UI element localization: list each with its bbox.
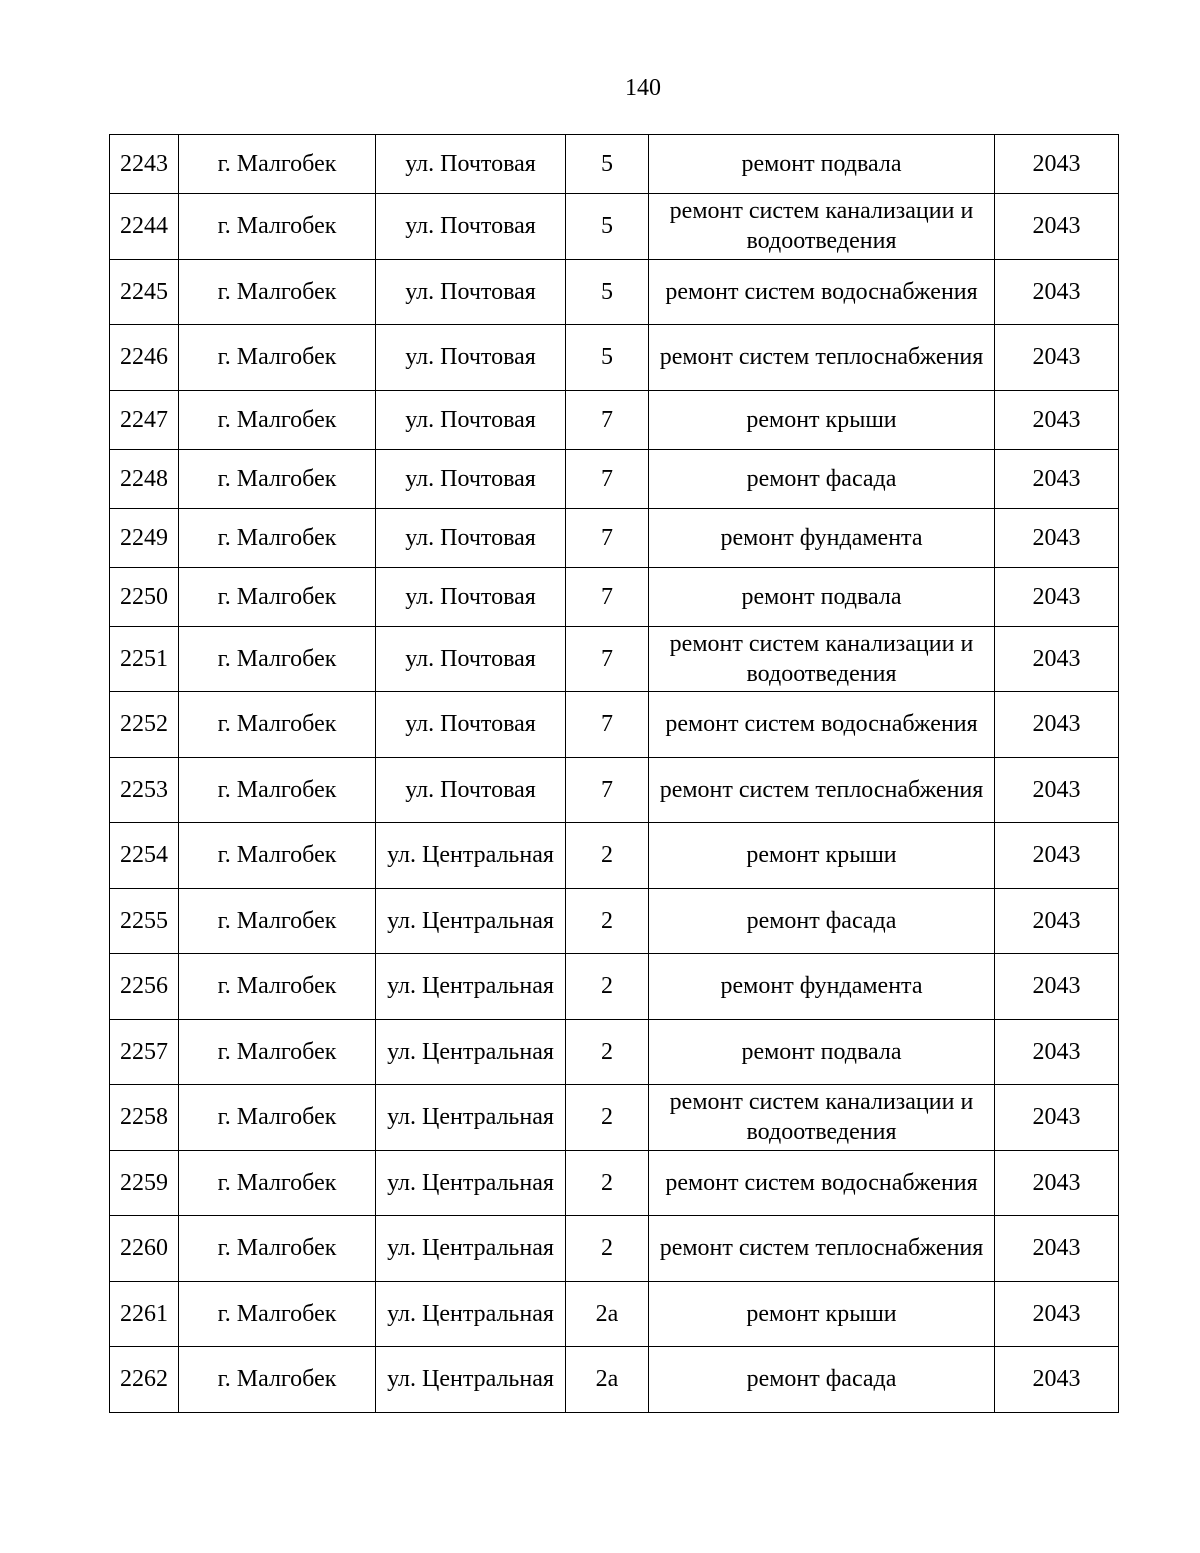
city-cell: г. Малгобек bbox=[179, 390, 376, 449]
street-cell: ул. Почтовая bbox=[376, 325, 566, 391]
year-cell: 2043 bbox=[995, 259, 1119, 325]
city-cell: г. Малгобек bbox=[179, 508, 376, 567]
city-cell: г. Малгобек bbox=[179, 449, 376, 508]
work-type-cell: ремонт систем канализации и водоотведения bbox=[649, 194, 995, 260]
house-number-cell: 2 bbox=[566, 1019, 649, 1085]
table-body bbox=[110, 135, 1119, 1413]
table-row bbox=[110, 567, 1119, 626]
year-cell: 2043 bbox=[995, 1019, 1119, 1085]
street-cell: ул. Центральная bbox=[376, 1216, 566, 1282]
city-cell: г. Малгобек bbox=[179, 194, 376, 260]
house-number-cell: 2 bbox=[566, 954, 649, 1020]
row-number-cell: 2255 bbox=[110, 888, 179, 954]
page-number: 140 bbox=[625, 75, 661, 101]
house-number-cell: 2 bbox=[566, 888, 649, 954]
house-number-cell: 2а bbox=[566, 1281, 649, 1347]
row-number-cell: 2252 bbox=[110, 692, 179, 758]
table-row bbox=[110, 626, 1119, 692]
row-number-cell: 2243 bbox=[110, 135, 179, 194]
house-number-cell: 2 bbox=[566, 1150, 649, 1216]
year-cell: 2043 bbox=[995, 1150, 1119, 1216]
table-row bbox=[110, 1019, 1119, 1085]
year-cell: 2043 bbox=[995, 1216, 1119, 1282]
work-type-cell: ремонт систем теплоснабжения bbox=[649, 325, 995, 391]
year-cell: 2043 bbox=[995, 449, 1119, 508]
table-row bbox=[110, 325, 1119, 391]
work-type-cell: ремонт фундамента bbox=[649, 508, 995, 567]
street-cell: ул. Почтовая bbox=[376, 390, 566, 449]
work-type-cell: ремонт крыши bbox=[649, 1281, 995, 1347]
street-cell: ул. Почтовая bbox=[376, 449, 566, 508]
city-cell: г. Малгобек bbox=[179, 1281, 376, 1347]
city-cell: г. Малгобек bbox=[179, 954, 376, 1020]
repair-schedule-table bbox=[109, 134, 1119, 1413]
table-row bbox=[110, 449, 1119, 508]
row-number-cell: 2259 bbox=[110, 1150, 179, 1216]
row-number-cell: 2253 bbox=[110, 757, 179, 823]
work-type-cell: ремонт систем канализации и водоотведения bbox=[649, 1085, 995, 1151]
row-number-cell: 2246 bbox=[110, 325, 179, 391]
year-cell: 2043 bbox=[995, 757, 1119, 823]
house-number-cell: 7 bbox=[566, 508, 649, 567]
house-number-cell: 2 bbox=[566, 823, 649, 889]
row-number-cell: 2244 bbox=[110, 194, 179, 260]
year-cell: 2043 bbox=[995, 325, 1119, 391]
table-row bbox=[110, 194, 1119, 260]
table-row bbox=[110, 259, 1119, 325]
work-type-cell: ремонт фундамента bbox=[649, 954, 995, 1020]
city-cell: г. Малгобек bbox=[179, 1085, 376, 1151]
city-cell: г. Малгобек bbox=[179, 1150, 376, 1216]
row-number-cell: 2251 bbox=[110, 626, 179, 692]
year-cell: 2043 bbox=[995, 1281, 1119, 1347]
table-row bbox=[110, 390, 1119, 449]
street-cell: ул. Центральная bbox=[376, 1281, 566, 1347]
table-row bbox=[110, 823, 1119, 889]
street-cell: ул. Центральная bbox=[376, 1347, 566, 1413]
street-cell: ул. Центральная bbox=[376, 823, 566, 889]
street-cell: ул. Почтовая bbox=[376, 508, 566, 567]
street-cell: ул. Почтовая bbox=[376, 757, 566, 823]
row-number-cell: 2262 bbox=[110, 1347, 179, 1413]
city-cell: г. Малгобек bbox=[179, 1019, 376, 1085]
street-cell: ул. Почтовая bbox=[376, 135, 566, 194]
table-row bbox=[110, 692, 1119, 758]
street-cell: ул. Центральная bbox=[376, 1150, 566, 1216]
year-cell: 2043 bbox=[995, 1347, 1119, 1413]
city-cell: г. Малгобек bbox=[179, 757, 376, 823]
city-cell: г. Малгобек bbox=[179, 325, 376, 391]
table-row bbox=[110, 135, 1119, 194]
house-number-cell: 7 bbox=[566, 567, 649, 626]
work-type-cell: ремонт фасада bbox=[649, 449, 995, 508]
street-cell: ул. Почтовая bbox=[376, 692, 566, 758]
city-cell: г. Малгобек bbox=[179, 692, 376, 758]
house-number-cell: 2 bbox=[566, 1216, 649, 1282]
work-type-cell: ремонт фасада bbox=[649, 888, 995, 954]
house-number-cell: 2 bbox=[566, 1085, 649, 1151]
row-number-cell: 2257 bbox=[110, 1019, 179, 1085]
table-row bbox=[110, 1150, 1119, 1216]
row-number-cell: 2258 bbox=[110, 1085, 179, 1151]
table-row bbox=[110, 1216, 1119, 1282]
city-cell: г. Малгобек bbox=[179, 567, 376, 626]
street-cell: ул. Почтовая bbox=[376, 626, 566, 692]
work-type-cell: ремонт систем водоснабжения bbox=[649, 259, 995, 325]
year-cell: 2043 bbox=[995, 692, 1119, 758]
table-row bbox=[110, 1347, 1119, 1413]
table-row bbox=[110, 888, 1119, 954]
street-cell: ул. Центральная bbox=[376, 1019, 566, 1085]
house-number-cell: 7 bbox=[566, 390, 649, 449]
row-number-cell: 2261 bbox=[110, 1281, 179, 1347]
row-number-cell: 2260 bbox=[110, 1216, 179, 1282]
street-cell: ул. Почтовая bbox=[376, 567, 566, 626]
house-number-cell: 5 bbox=[566, 325, 649, 391]
work-type-cell: ремонт систем теплоснабжения bbox=[649, 757, 995, 823]
house-number-cell: 7 bbox=[566, 626, 649, 692]
house-number-cell: 5 bbox=[566, 259, 649, 325]
year-cell: 2043 bbox=[995, 567, 1119, 626]
street-cell: ул. Почтовая bbox=[376, 259, 566, 325]
city-cell: г. Малгобек bbox=[179, 1347, 376, 1413]
house-number-cell: 5 bbox=[566, 135, 649, 194]
city-cell: г. Малгобек bbox=[179, 135, 376, 194]
work-type-cell: ремонт систем водоснабжения bbox=[649, 1150, 995, 1216]
work-type-cell: ремонт крыши bbox=[649, 390, 995, 449]
work-type-cell: ремонт систем теплоснабжения bbox=[649, 1216, 995, 1282]
year-cell: 2043 bbox=[995, 1085, 1119, 1151]
work-type-cell: ремонт фасада bbox=[649, 1347, 995, 1413]
city-cell: г. Малгобек bbox=[179, 1216, 376, 1282]
house-number-cell: 2а bbox=[566, 1347, 649, 1413]
house-number-cell: 7 bbox=[566, 757, 649, 823]
year-cell: 2043 bbox=[995, 888, 1119, 954]
row-number-cell: 2247 bbox=[110, 390, 179, 449]
table-row bbox=[110, 954, 1119, 1020]
row-number-cell: 2248 bbox=[110, 449, 179, 508]
row-number-cell: 2245 bbox=[110, 259, 179, 325]
work-type-cell: ремонт крыши bbox=[649, 823, 995, 889]
city-cell: г. Малгобек bbox=[179, 626, 376, 692]
year-cell: 2043 bbox=[995, 508, 1119, 567]
house-number-cell: 7 bbox=[566, 449, 649, 508]
street-cell: ул. Центральная bbox=[376, 954, 566, 1020]
work-type-cell: ремонт подвала bbox=[649, 135, 995, 194]
street-cell: ул. Центральная bbox=[376, 1085, 566, 1151]
row-number-cell: 2254 bbox=[110, 823, 179, 889]
year-cell: 2043 bbox=[995, 194, 1119, 260]
house-number-cell: 7 bbox=[566, 692, 649, 758]
table-row bbox=[110, 508, 1119, 567]
house-number-cell: 5 bbox=[566, 194, 649, 260]
row-number-cell: 2249 bbox=[110, 508, 179, 567]
year-cell: 2043 bbox=[995, 626, 1119, 692]
city-cell: г. Малгобек bbox=[179, 888, 376, 954]
year-cell: 2043 bbox=[995, 390, 1119, 449]
table-row bbox=[110, 1281, 1119, 1347]
year-cell: 2043 bbox=[995, 954, 1119, 1020]
table-row bbox=[110, 757, 1119, 823]
row-number-cell: 2256 bbox=[110, 954, 179, 1020]
row-number-cell: 2250 bbox=[110, 567, 179, 626]
street-cell: ул. Почтовая bbox=[376, 194, 566, 260]
year-cell: 2043 bbox=[995, 135, 1119, 194]
work-type-cell: ремонт подвала bbox=[649, 567, 995, 626]
street-cell: ул. Центральная bbox=[376, 888, 566, 954]
year-cell: 2043 bbox=[995, 823, 1119, 889]
work-type-cell: ремонт подвала bbox=[649, 1019, 995, 1085]
city-cell: г. Малгобек bbox=[179, 823, 376, 889]
work-type-cell: ремонт систем водоснабжения bbox=[649, 692, 995, 758]
table-row bbox=[110, 1085, 1119, 1151]
city-cell: г. Малгобек bbox=[179, 259, 376, 325]
work-type-cell: ремонт систем канализации и водоотведения bbox=[649, 626, 995, 692]
